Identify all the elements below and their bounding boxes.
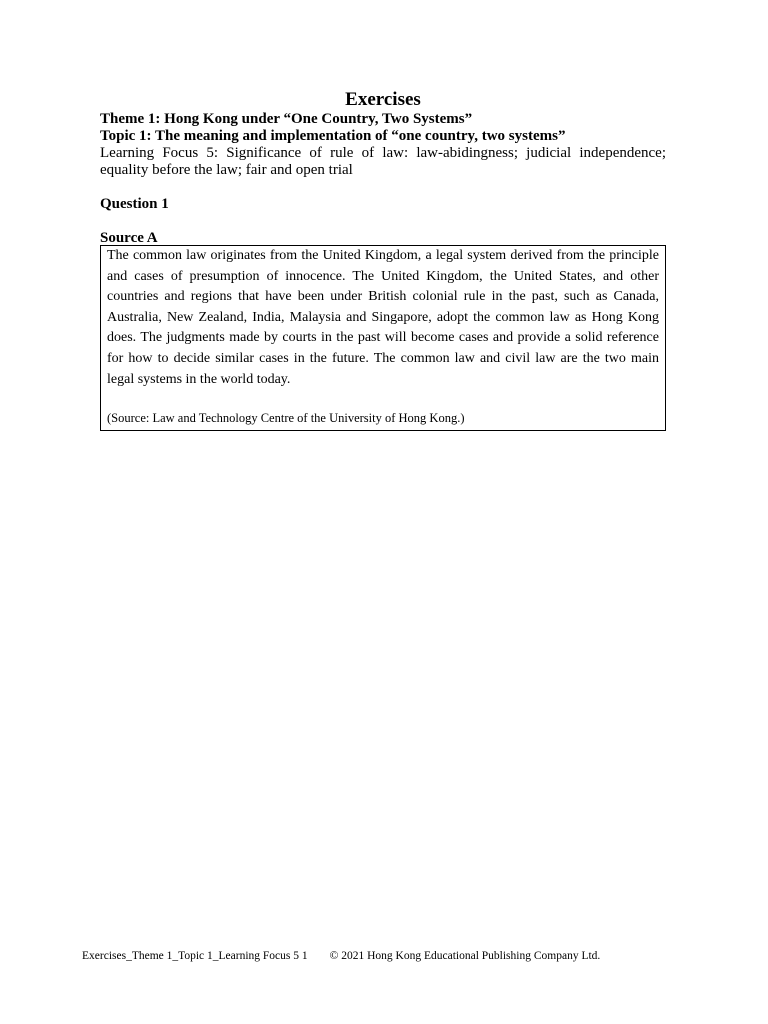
theme-heading: Theme 1: Hong Kong under “One Country, Two Systems” <box>100 111 473 127</box>
learning-focus: Learning Focus 5: Significance of rule of law: law-abidingness; judicial independence; equality before the law; fair and open trial <box>100 145 666 178</box>
page-title: Exercises <box>345 89 421 110</box>
page-footer <box>82 949 600 963</box>
footer-copyright: © 2021 Hong Kong Educational Publishing Company Ltd. <box>329 950 601 962</box>
topic-heading: Topic 1: The meaning and implementation of “one country, two systems” <box>100 128 566 144</box>
document-body <box>100 89 666 431</box>
footer-doc-label: Exercises_Theme 1_Topic 1_Learning Focus 5 1 <box>82 950 308 962</box>
source-citation: (Source: Law and Technology Centre of the University of Hong Kong.) <box>107 411 465 426</box>
source-label: Source A <box>100 230 158 246</box>
source-text: The common law originates from the United Kingdom, a legal system derived from the principle and cases of presumption of innocence. The United Kingdom, the United States, and other countries and regions that have been under British colonial rule in the past, such as Canada, Australia, New Zealand, India, Malaysia and Singapore, adopt the common law as Hong Kong does. The judgments made by courts in the past will become cases and provide a solid reference for how to decide similar cases in the future. The common law and civil law are the two main legal systems in the world today. <box>107 248 659 387</box>
question-label: Question 1 <box>100 196 169 212</box>
source-box <box>100 245 666 431</box>
